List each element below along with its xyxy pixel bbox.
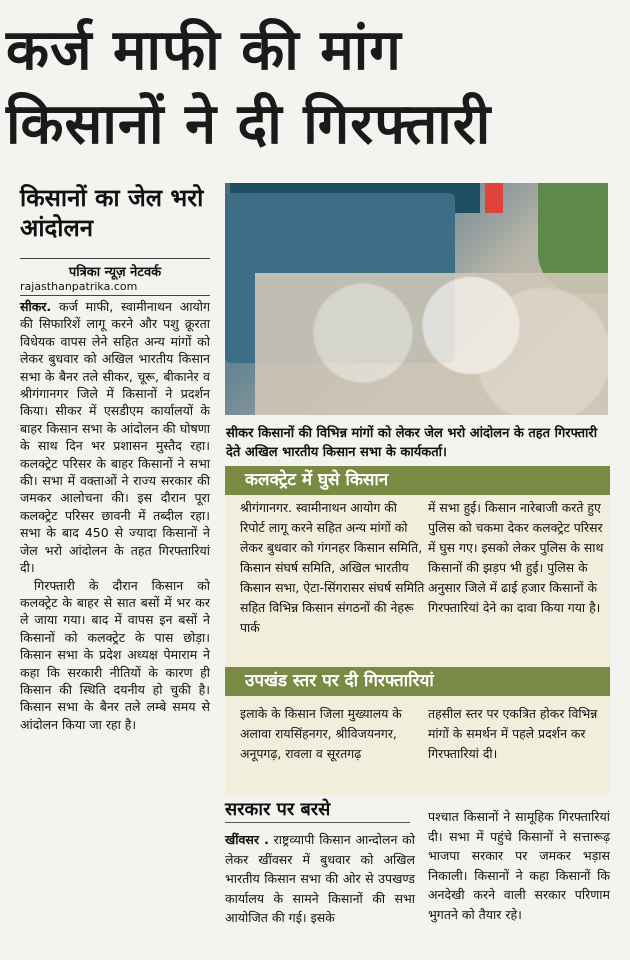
article-paragraph-2: गिरफ्तारी के दौरान किसान को कलक्ट्रेट के बाहर से सात बसों में भर कर ले जाया गया। बाद में वापस इन बसों ने किसानों को कलक्ट्रेट के पास छोड़ा। किसान सभा के प्रदेश अध्यक्ष पेमाराम ने कहा कि सरकारी नीतियों के कारण ही किसान की स्थिति दयनीय हो चुकी है। किसान सभा के बैनर तले लम्बे समय से आंदोलन किया जा रहा है। — [20, 577, 210, 732]
dateline: सीकर. — [20, 299, 52, 314]
box2-column-2: तहसील स्तर पर एकत्रित होकर विभिन्न मांगों के समर्थन में पहले प्रदर्शन कर गिरफ्तारियां दी। — [428, 706, 598, 761]
box1-title: कलक्ट्रेट में घुसे किसान — [225, 466, 610, 495]
byline: पत्रिका न्यूज़ नेटवर्क — [20, 258, 210, 280]
box3-column-2: पश्चात किसानों ने सामूहिक गिरफ्तारियां दी। सभा में पहुंचे किसानों ने सत्तारूढ़ भाजपा सरकार पर जमकर भड़ास निकाली। किसानों ने कहा किसानों कि अनदेखी करने वाली सरकार परिणाम भुगतने को तैयार रहे। — [428, 809, 610, 922]
photo-crowd — [255, 273, 608, 415]
box2-title: उपखंड स्तर पर दी गिरफ्तारियां — [225, 667, 610, 696]
headline-line-1: कर्ज माफी की मांग — [6, 18, 402, 83]
website-credit: rajasthanpatrika.com — [20, 280, 210, 296]
box3-dateline: खींवसर . — [225, 832, 269, 847]
subheadline: किसानों का जेल भरो आंदोलन — [20, 184, 204, 242]
news-photo — [225, 183, 608, 415]
box3-column-1 — [225, 830, 415, 928]
box3-title: सरकार पर बरसे — [225, 799, 331, 820]
article-paragraph-1-text: कर्ज माफी, स्वामीनाथन आयोग की सिफारिशें लागू करने और पशु क्रूरता विधेयक वापस लेने सहित अन्य मांगों को लेकर बुधवार को अखिल भारतीय किसान सभा के बैनर तले सीकर, चूरू, बीकानेर व श्रीगंगानगर जिले में किसानों ने प्रदर्शन किया। सीकर में एसडीएम कार्यालयों के बाहर किसान सभा के आंदोलन की घोषणा के साथ दिन भर प्रशासन मुस्तैद रहा। कलक्ट्रेट परिसर के बाहर किसानों ने सभा की। सभा में वक्ताओं ने राज्य सरकार की जमकर आलोचना की। इस दौरान पूरा कलक्ट्रेट परिसर छावनी में तब्दील रहा। सभा के बाद 450 से ज्यादा किसानों ने जेल भरो आंदोलन के तहत गिरफ्तारियां दी। — [20, 299, 210, 576]
box3-column-1-text: राष्ट्रव्यापी किसान आन्दोलन को लेकर खींवसर में बुधवार को अखिल भारतीय किसान सभा की ओर से उपखण्ड कार्यालय के सामने किसानों की सभा आयोजित की गई। इसके — [225, 832, 415, 925]
box1-column-2: में सभा हुई। किसान नारेबाजी करते हुए पुलिस को चकमा देकर कलक्ट्रेट परिसर में घुस गए। इसको लेकर पुलिस के साथ किसानों की झड़प भी हुई। पुलिस के अनुसार जिले में ढाई हजार किसानों के गिरफ्तारियां देने का दावा किया गया है। — [428, 500, 604, 615]
photo-flag — [485, 183, 503, 213]
main-article-column — [20, 298, 210, 733]
box3-divider — [225, 822, 410, 823]
box1-column-1: श्रीगंगानगर. स्वामीनाथन आयोग की रिपोर्ट लागू करने सहित अन्य मांगों को लेकर बुधवार को गंगनहर किसान समिति, किसान संघर्ष समिति, अखिल भारतीय किसान सभा, ऐटा-सिंगरासर संघर्ष समिति सहित विभिन्न किसान संगठनों की नेहरू पार्क — [240, 500, 425, 635]
photo-caption: सीकर किसानों की विभिन्न मांगों को लेकर जेल भरो आंदोलन के तहत गिरफ्तारी देते अखिल भारतीय किसान सभा के कार्यकर्ता। — [226, 426, 598, 460]
box2-column-1: इलाके के किसान जिला मुख्यालय के अलावा रायसिंहनगर, श्रीविजयनगर, अनूपगढ़, रावला व सूरतगढ़ — [240, 706, 402, 761]
headline-line-2: किसानों ने दी गिरफ्तारी — [6, 92, 492, 157]
article-paragraph-1 — [20, 298, 210, 577]
